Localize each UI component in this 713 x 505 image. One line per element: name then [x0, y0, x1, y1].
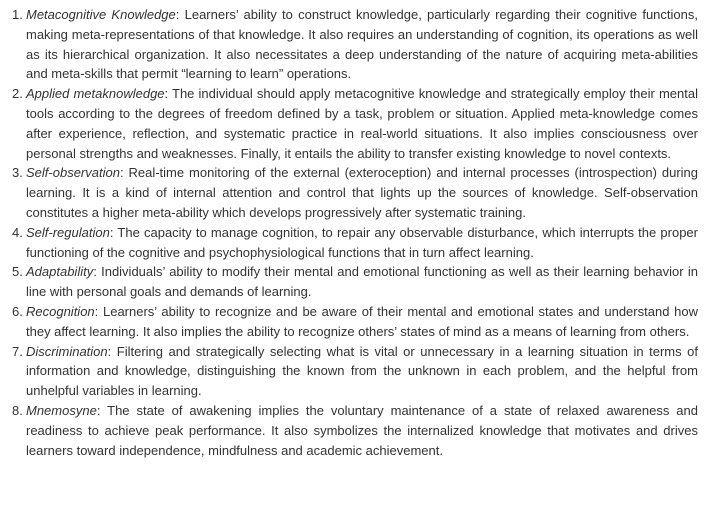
- item-text: : Learners’ ability to recognize and be aware of their mental and emotional states and understand how they affect learning. It also implies the ability to recognize others’ states of mind as a means of learning from others.: [26, 303, 698, 339]
- item-number: 7.: [12, 343, 23, 359]
- list-item: [12, 163, 698, 222]
- item-term: Mnemosyne: [26, 402, 97, 418]
- item-text: : The individual should apply metacognitive knowledge and strategically employ their mental tools according to the degrees of freedom defined by a task, problem or situation. Applied meta-knowledge comes after experience, reflection, and systematic practice in real-world situations. It also implies consciousness over personal strengths and weaknesses. Finally, it entails the ability to transfer existing knowledge to novel contexts.: [26, 86, 698, 161]
- list-item: [12, 5, 698, 84]
- item-number: 8.: [12, 402, 23, 418]
- item-term: Metacognitive Knowledge: [26, 7, 176, 22]
- item-term: Applied metaknowledge: [26, 86, 165, 102]
- item-number: 1.: [12, 7, 23, 22]
- item-text: : Individuals’ ability to modify their mental and emotional functioning as well as their learning behavior in line with personal goals and demands of learning.: [26, 264, 698, 300]
- item-number: 3.: [12, 165, 23, 181]
- item-text: : Filtering and strategically selecting what is vital or unnecessary in a learning situation in terms of information and knowledge, distinguishing the known from the unknown in each problem, and the helpful from unhelpful variables in learning.: [26, 343, 698, 399]
- item-text: : Real-time monitoring of the external (exteroception) and internal processes (introspection) during learning. It is a kind of internal attention and control that lights up the sources of knowledge. Self-observation constitutes a higher meta-ability which develops progressively after systematic training.: [26, 165, 698, 220]
- metacognition-list: [12, 5, 698, 460]
- list-item: [12, 302, 698, 342]
- list-item: [12, 84, 698, 163]
- item-number: 2.: [12, 86, 23, 102]
- list-item: [12, 262, 698, 302]
- item-text: : The state of awakening implies the voluntary maintenance of a state of relaxed awareness and readiness to achieve peak performance. It also symbolizes the internalized knowledge that motivates and drives learners toward independence, mindfulness and academic achievement.: [26, 402, 698, 458]
- item-text: : Learners’ ability to construct knowledge, particularly regarding their cognitive functions, making meta-representations of that knowledge. It also requires an understanding of cognition, its operations as well as its hierarchical organization. It also necessitates a deep understanding of the nature of acquiring meta-abilities and meta-skills that permit “learning to learn” operations.: [26, 7, 698, 82]
- list-item: [12, 342, 698, 401]
- item-text: : The capacity to manage cognition, to repair any observable disturbance, which interrupts the proper functioning of the cognitive and psychophysiological functions that in turn affect learning.: [26, 224, 698, 260]
- item-number: 4.: [12, 224, 23, 240]
- item-term: Recognition: [26, 303, 95, 319]
- item-term: Discrimination: [26, 343, 108, 359]
- list-item: [12, 401, 698, 460]
- list-item: [12, 223, 698, 263]
- item-term: Self-regulation: [26, 224, 110, 240]
- item-term: Adaptability: [26, 264, 94, 280]
- item-term: Self-observation: [26, 165, 120, 181]
- item-number: 6.: [12, 303, 23, 319]
- item-number: 5.: [12, 264, 23, 280]
